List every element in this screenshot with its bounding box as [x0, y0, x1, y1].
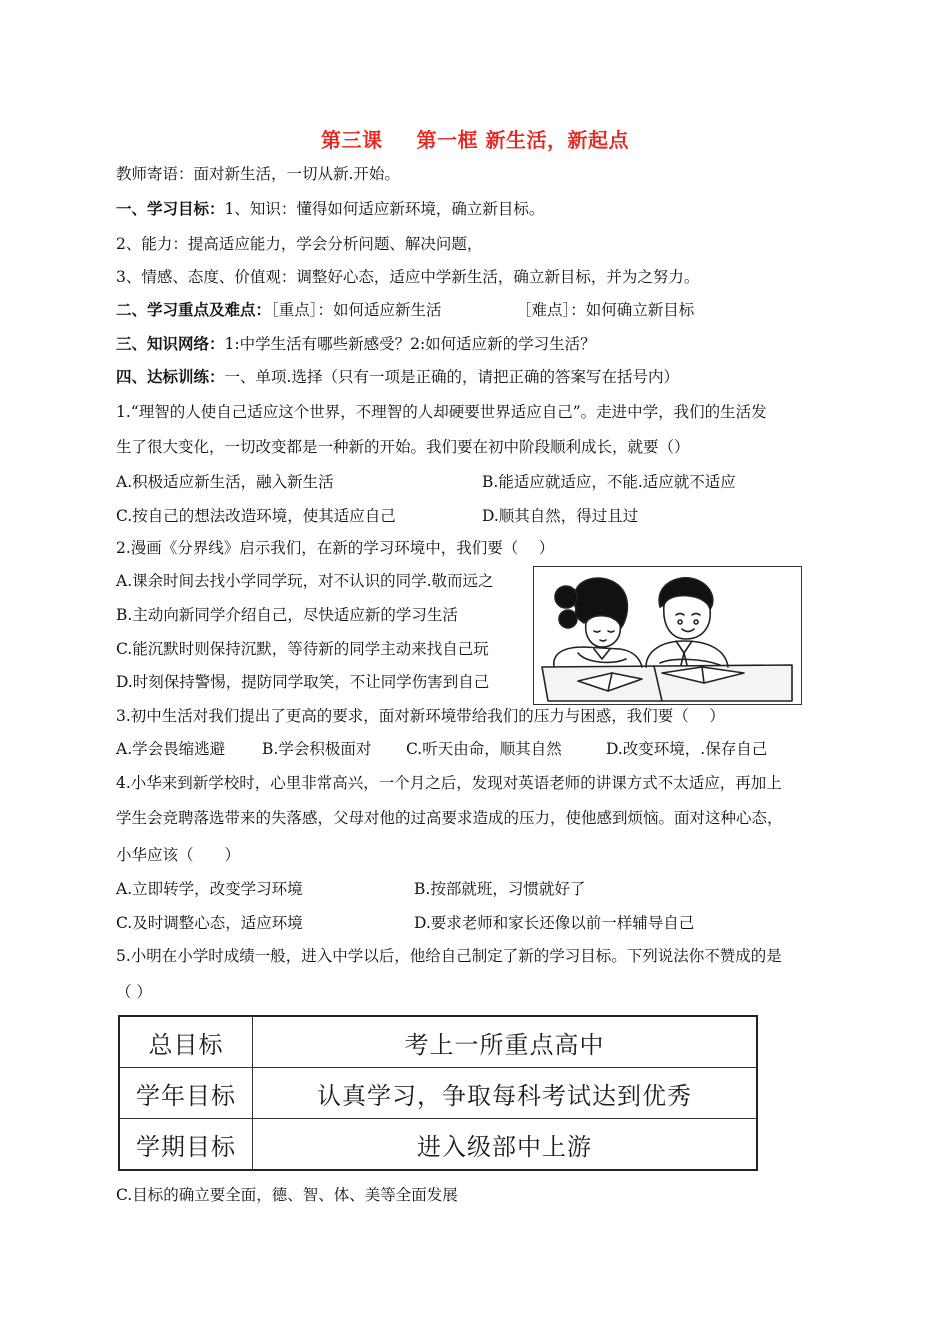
- q5-stem-line-1: 5.小明在小学时成绩一般，进入中学以后，他给自己制定了新的学习目标。下列说法你不赞成的是: [116, 947, 782, 965]
- q4-option-a: A.立即转学，改变学习环境: [116, 880, 303, 898]
- q4-option-b: B.按部就班，习惯就好了: [414, 880, 586, 898]
- q2-option-c: C.能沉默时则保持沉默，等待新的同学主动来找自己玩: [116, 640, 489, 658]
- q4-stem-line-2: 学生会竞聘落选带来的失落感，父母对他的过高要求造成的压力，使他感到烦恼。面对这种心态，: [116, 809, 783, 827]
- goal-value-cell: 认真学习，争取每科考试达到优秀: [253, 1068, 758, 1119]
- objectives-ability: 2、能力：提高适应能力，学会分析问题、解决问题，: [116, 235, 483, 253]
- keypoints-difficulty: ［难点］：如何确立新目标: [516, 301, 695, 319]
- q5-stem-line-2: （ ）: [116, 983, 152, 1001]
- q1-option-c: C.按自己的想法改造环境，使其适应自己: [116, 507, 396, 525]
- table-row: [119, 1016, 757, 1068]
- objectives-line-1: [116, 199, 544, 219]
- table-row: [119, 1068, 757, 1119]
- q4-option-c: C.及时调整心态，适应环境: [116, 914, 303, 932]
- goals-table: [118, 1015, 758, 1171]
- keypoints-heading: 二、学习重点及难点：: [116, 300, 272, 319]
- q2-stem: 2.漫画《分界线》启示我们，在新的学习环境中，我们要（ ）: [116, 539, 555, 557]
- network-line: [116, 334, 596, 354]
- goal-value-cell: 进入级部中上游: [253, 1119, 758, 1171]
- q2-option-d: D.时刻保持警惕，提防同学取笑，不让同学伤害到自己: [116, 673, 490, 691]
- keypoints-line: [116, 300, 442, 320]
- cartoon-illustration: [533, 566, 802, 705]
- goal-type-cell: 总目标: [119, 1016, 253, 1068]
- table-row: [119, 1119, 757, 1171]
- q3-option-b: B.学会积极面对: [262, 740, 372, 758]
- practice-line: [116, 367, 679, 387]
- goal-type-cell: 学期目标: [119, 1119, 253, 1171]
- q4-option-d: D.要求老师和家长还像以前一样辅导自己: [414, 914, 695, 932]
- two-students-drawing: [534, 567, 801, 704]
- objectives-emotion: 3、情感、态度、价值观：调整好心态，适应中学新生活，确立新目标，并为之努力。: [116, 268, 700, 286]
- goal-value-cell: 考上一所重点高中: [253, 1016, 758, 1068]
- practice-heading: 四、达标训练：: [116, 367, 225, 386]
- q3-option-c: C.听天由命，顺其自然: [406, 740, 562, 758]
- q1-option-d: D.顺其自然，得过且过: [482, 507, 639, 525]
- goal-type-cell: 学年目标: [119, 1068, 253, 1119]
- q2-option-b: B.主动向新同学介绍自己，尽快适应新的学习生活: [116, 606, 458, 624]
- q1-option-b: B.能适应就适应，不能.适应就不适应: [482, 473, 736, 491]
- lesson-title-part2: 第一框 新生活，新起点: [416, 128, 629, 152]
- network-heading: 三、知识网络：: [116, 334, 225, 353]
- q4-stem-line-1: 4.小华来到新学校时，心里非常高兴，一个月之后，发现对英语老师的讲课方式不太适应，再加上: [116, 774, 782, 792]
- q4-stem-line-3: 小华应该（ ）: [116, 846, 241, 864]
- lesson-title-part1: 第三课: [321, 128, 383, 152]
- q1-stem-line-2: 生了很大变化，一切改变都是一种新的开始。我们要在初中阶段顺利成长，就要（）: [116, 438, 690, 456]
- teacher-message: 教师寄语：面对新生活，一切从新.开始。: [116, 165, 400, 183]
- q1-option-a: A.积极适应新生活，融入新生活: [116, 473, 334, 491]
- q1-stem-line-1: 1.“理智的人使自己适应这个世界，不理智的人却硬要世界适应自己”。走进中学，我们的生活发: [116, 403, 767, 421]
- network-text: 1:中学生活有哪些新感受？2:如何适应新的学习生活？: [224, 335, 596, 353]
- q3-stem: 3.初中生活对我们提出了更高的要求，面对新环境带给我们的压力与困惑，我们要（ ）: [116, 707, 725, 725]
- objectives-heading: 一、学习目标：: [116, 199, 225, 218]
- lesson-title: [0, 124, 950, 153]
- q2-option-a: A.课余时间去找小学同学玩，对不认识的同学.敬而远之: [116, 572, 494, 590]
- keypoints-focus: ［重点］：如何适应新生活: [271, 301, 442, 319]
- q5-option-c: C.目标的确立要全面，德、智、体、美等全面发展: [116, 1186, 458, 1204]
- q3-option-a: A.学会畏缩逃避: [116, 740, 226, 758]
- q3-option-d: D.改变环境，.保存自己: [606, 740, 768, 758]
- objectives-knowledge: 1、知识：懂得如何适应新环境，确立新目标。: [224, 200, 545, 218]
- practice-instructions: 一、单项.选择（只有一项是正确的，请把正确的答案写在括号内）: [224, 368, 679, 386]
